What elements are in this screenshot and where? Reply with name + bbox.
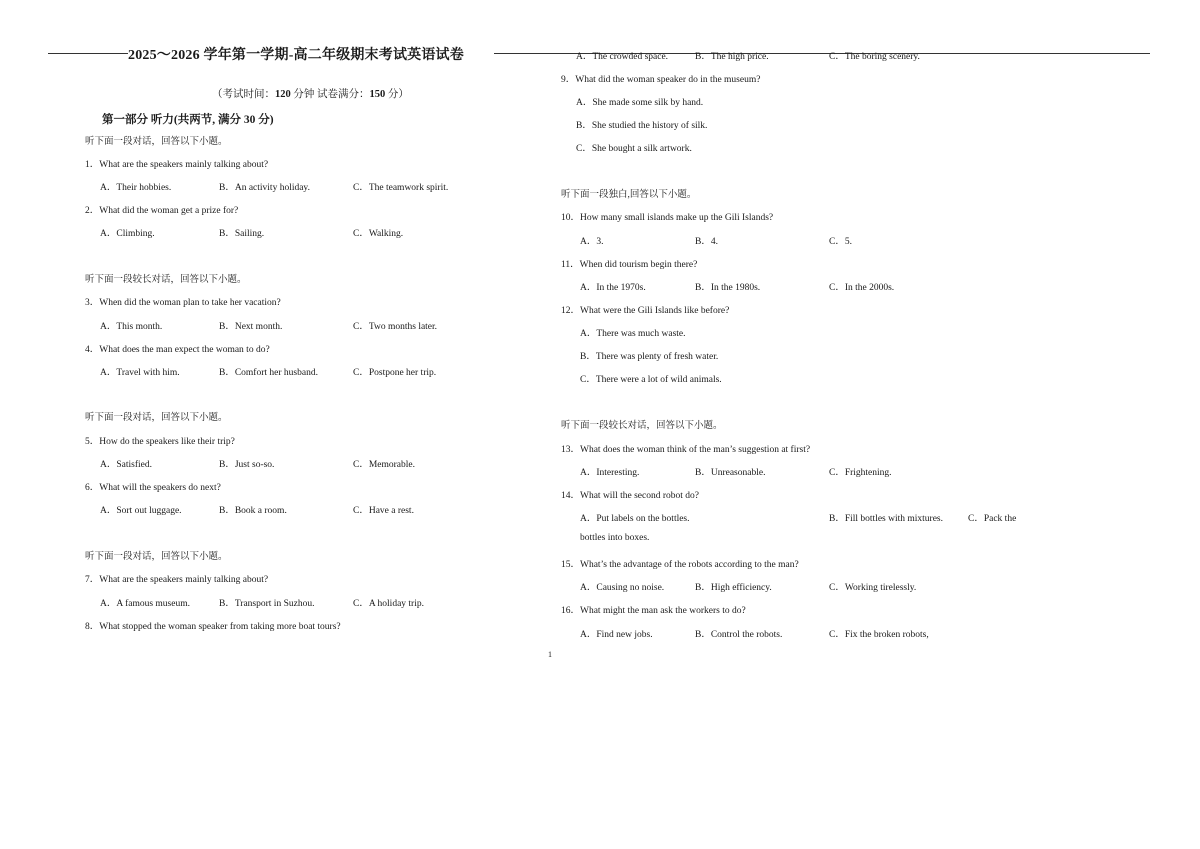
question-16-stem: 16．What might the man ask the workers to do? — [561, 606, 746, 616]
question-13-option-b: B．Unreasonable. — [695, 468, 766, 478]
question-4-option-b: B．Comfort her husband. — [219, 368, 318, 378]
question-16-option-b: B．Control the robots. — [695, 630, 783, 640]
question-16-option-a: A．Find new jobs. — [580, 630, 653, 640]
direction-6: 听下面一段较长对话，回答以下小题。 — [561, 421, 723, 431]
question-4-stem: 4．What does the man expect the woman to do? — [85, 345, 270, 355]
question-7-option-b: B．Transport in Suzhou. — [219, 599, 315, 609]
question-3-option-c: C．Two months later. — [353, 322, 438, 332]
question-2-option-c: C．Walking. — [353, 229, 404, 239]
question-8-stem: 8．What stopped the woman speaker from taking more boat tours? — [85, 622, 341, 632]
question-13-option-a: A．Interesting. — [580, 468, 640, 478]
question-12-option-a: A．There was much waste. — [580, 329, 686, 339]
question-5-option-a: A．Satisfied. — [100, 460, 152, 470]
direction-3: 听下面一段对话，回答以下小题。 — [85, 413, 228, 423]
question-2-option-b: B．Sailing. — [219, 229, 265, 239]
question-1-option-b: B．An activity holiday. — [219, 183, 310, 193]
question-8-option-c: C．The boring scenery. — [829, 52, 920, 62]
exam-info-prefix: （考试时间： — [212, 89, 275, 100]
question-1-option-a: A．Their hobbies. — [100, 183, 172, 193]
question-7-stem: 7．What are the speakers mainly talking about? — [85, 575, 269, 585]
question-10-option-a: A．3. — [580, 237, 604, 247]
question-15-option-b: B．High efficiency. — [695, 583, 772, 593]
question-8-option-a: A．The crowded space. — [576, 52, 669, 62]
question-6-stem: 6．What will the speakers do next? — [85, 483, 221, 493]
question-1-option-c: C．The teamwork spirit. — [353, 183, 449, 193]
question-9-option-b: B．She studied the history of silk. — [576, 121, 708, 131]
question-11-stem: 11．When did tourism begin there? — [561, 260, 698, 270]
question-2-option-a: A．Climbing. — [100, 229, 155, 239]
question-7-option-c: C．A holiday trip. — [353, 599, 424, 609]
question-10-option-b: B．4. — [695, 237, 718, 247]
direction-5: 听下面一段独白,回答以下小题。 — [561, 190, 697, 200]
question-14-option-b: B．Fill bottles with mixtures. — [829, 514, 944, 524]
exam-score-value: 150 — [369, 89, 386, 100]
question-6-option-a: A．Sort out luggage. — [100, 506, 182, 516]
header-rule-left — [48, 53, 128, 54]
question-10-stem: 10．How many small islands make up the Gili Islands? — [561, 213, 774, 223]
question-11-option-a: A．In the 1970s. — [580, 283, 646, 293]
exam-score-unit: 分） — [385, 89, 409, 100]
direction-2: 听下面一段较长对话，回答以下小题。 — [85, 275, 247, 285]
exam-time-unit: 分钟 试卷满分： — [290, 89, 370, 100]
question-3-option-b: B．Next month. — [219, 322, 283, 332]
question-2-stem: 2．What did the woman get a prize for? — [85, 206, 239, 216]
question-5-option-b: B．Just so-so. — [219, 460, 275, 470]
part-one-heading: 第一部分 听力(共两节, 满分 30 分) — [102, 114, 274, 126]
question-3-option-a: A．This month. — [100, 322, 163, 332]
question-13-option-c: C．Frightening. — [829, 468, 892, 478]
question-9-option-a: A．She made some silk by hand. — [576, 98, 704, 108]
question-9-stem: 9．What did the woman speaker do in the museum? — [561, 75, 761, 85]
question-9-option-c: C．She bought a silk artwork. — [576, 144, 692, 154]
question-14-stem: 14．What will the second robot do? — [561, 491, 699, 501]
question-6-option-c: C．Have a rest. — [353, 506, 414, 516]
exam-title: 2025～2026 学年第一学期-高二年级期末考试英语试卷 — [128, 48, 464, 63]
exam-info — [212, 86, 409, 101]
question-11-option-c: C．In the 2000s. — [829, 283, 895, 293]
direction-1: 听下面一段对话，回答以下小题。 — [85, 137, 228, 147]
question-3-stem: 3．When did the woman plan to take her vacation? — [85, 298, 281, 308]
question-11-option-b: B．In the 1980s. — [695, 283, 761, 293]
question-5-option-c: C．Memorable. — [353, 460, 416, 470]
question-6-option-b: B．Book a room. — [219, 506, 287, 516]
exam-time-value: 120 — [275, 89, 291, 100]
question-7-option-a: A．A famous museum. — [100, 599, 190, 609]
question-14-option-c-continued: bottles into boxes. — [580, 533, 650, 543]
question-12-stem: 12．What were the Gili Islands like before? — [561, 306, 730, 316]
question-1-stem: 1．What are the speakers mainly talking about? — [85, 160, 269, 170]
question-4-option-c: C．Postpone her trip. — [353, 368, 437, 378]
question-8-option-b: B．The high price. — [695, 52, 769, 62]
question-15-option-c: C．Working tirelessly. — [829, 583, 917, 593]
page-number: 1 — [548, 650, 552, 659]
direction-4: 听下面一段对话，回答以下小题。 — [85, 552, 228, 562]
question-4-option-a: A．Travel with him. — [100, 368, 180, 378]
question-15-stem: 15．What’s the advantage of the robots according to the man? — [561, 560, 799, 570]
question-10-option-c: C．5. — [829, 237, 852, 247]
question-12-option-b: B．There was plenty of fresh water. — [580, 352, 719, 362]
question-14-option-a: A．Put labels on the bottles. — [580, 514, 690, 524]
question-12-option-c: C．There were a lot of wild animals. — [580, 375, 722, 385]
question-16-option-c: C．Fix the broken robots, — [829, 630, 929, 640]
question-15-option-a: A．Causing no noise. — [580, 583, 665, 593]
question-14-option-c: C．Pack the — [968, 514, 1017, 524]
question-13-stem: 13．What does the woman think of the man’s suggestion at first? — [561, 445, 811, 455]
question-5-stem: 5．How do the speakers like their trip? — [85, 437, 235, 447]
